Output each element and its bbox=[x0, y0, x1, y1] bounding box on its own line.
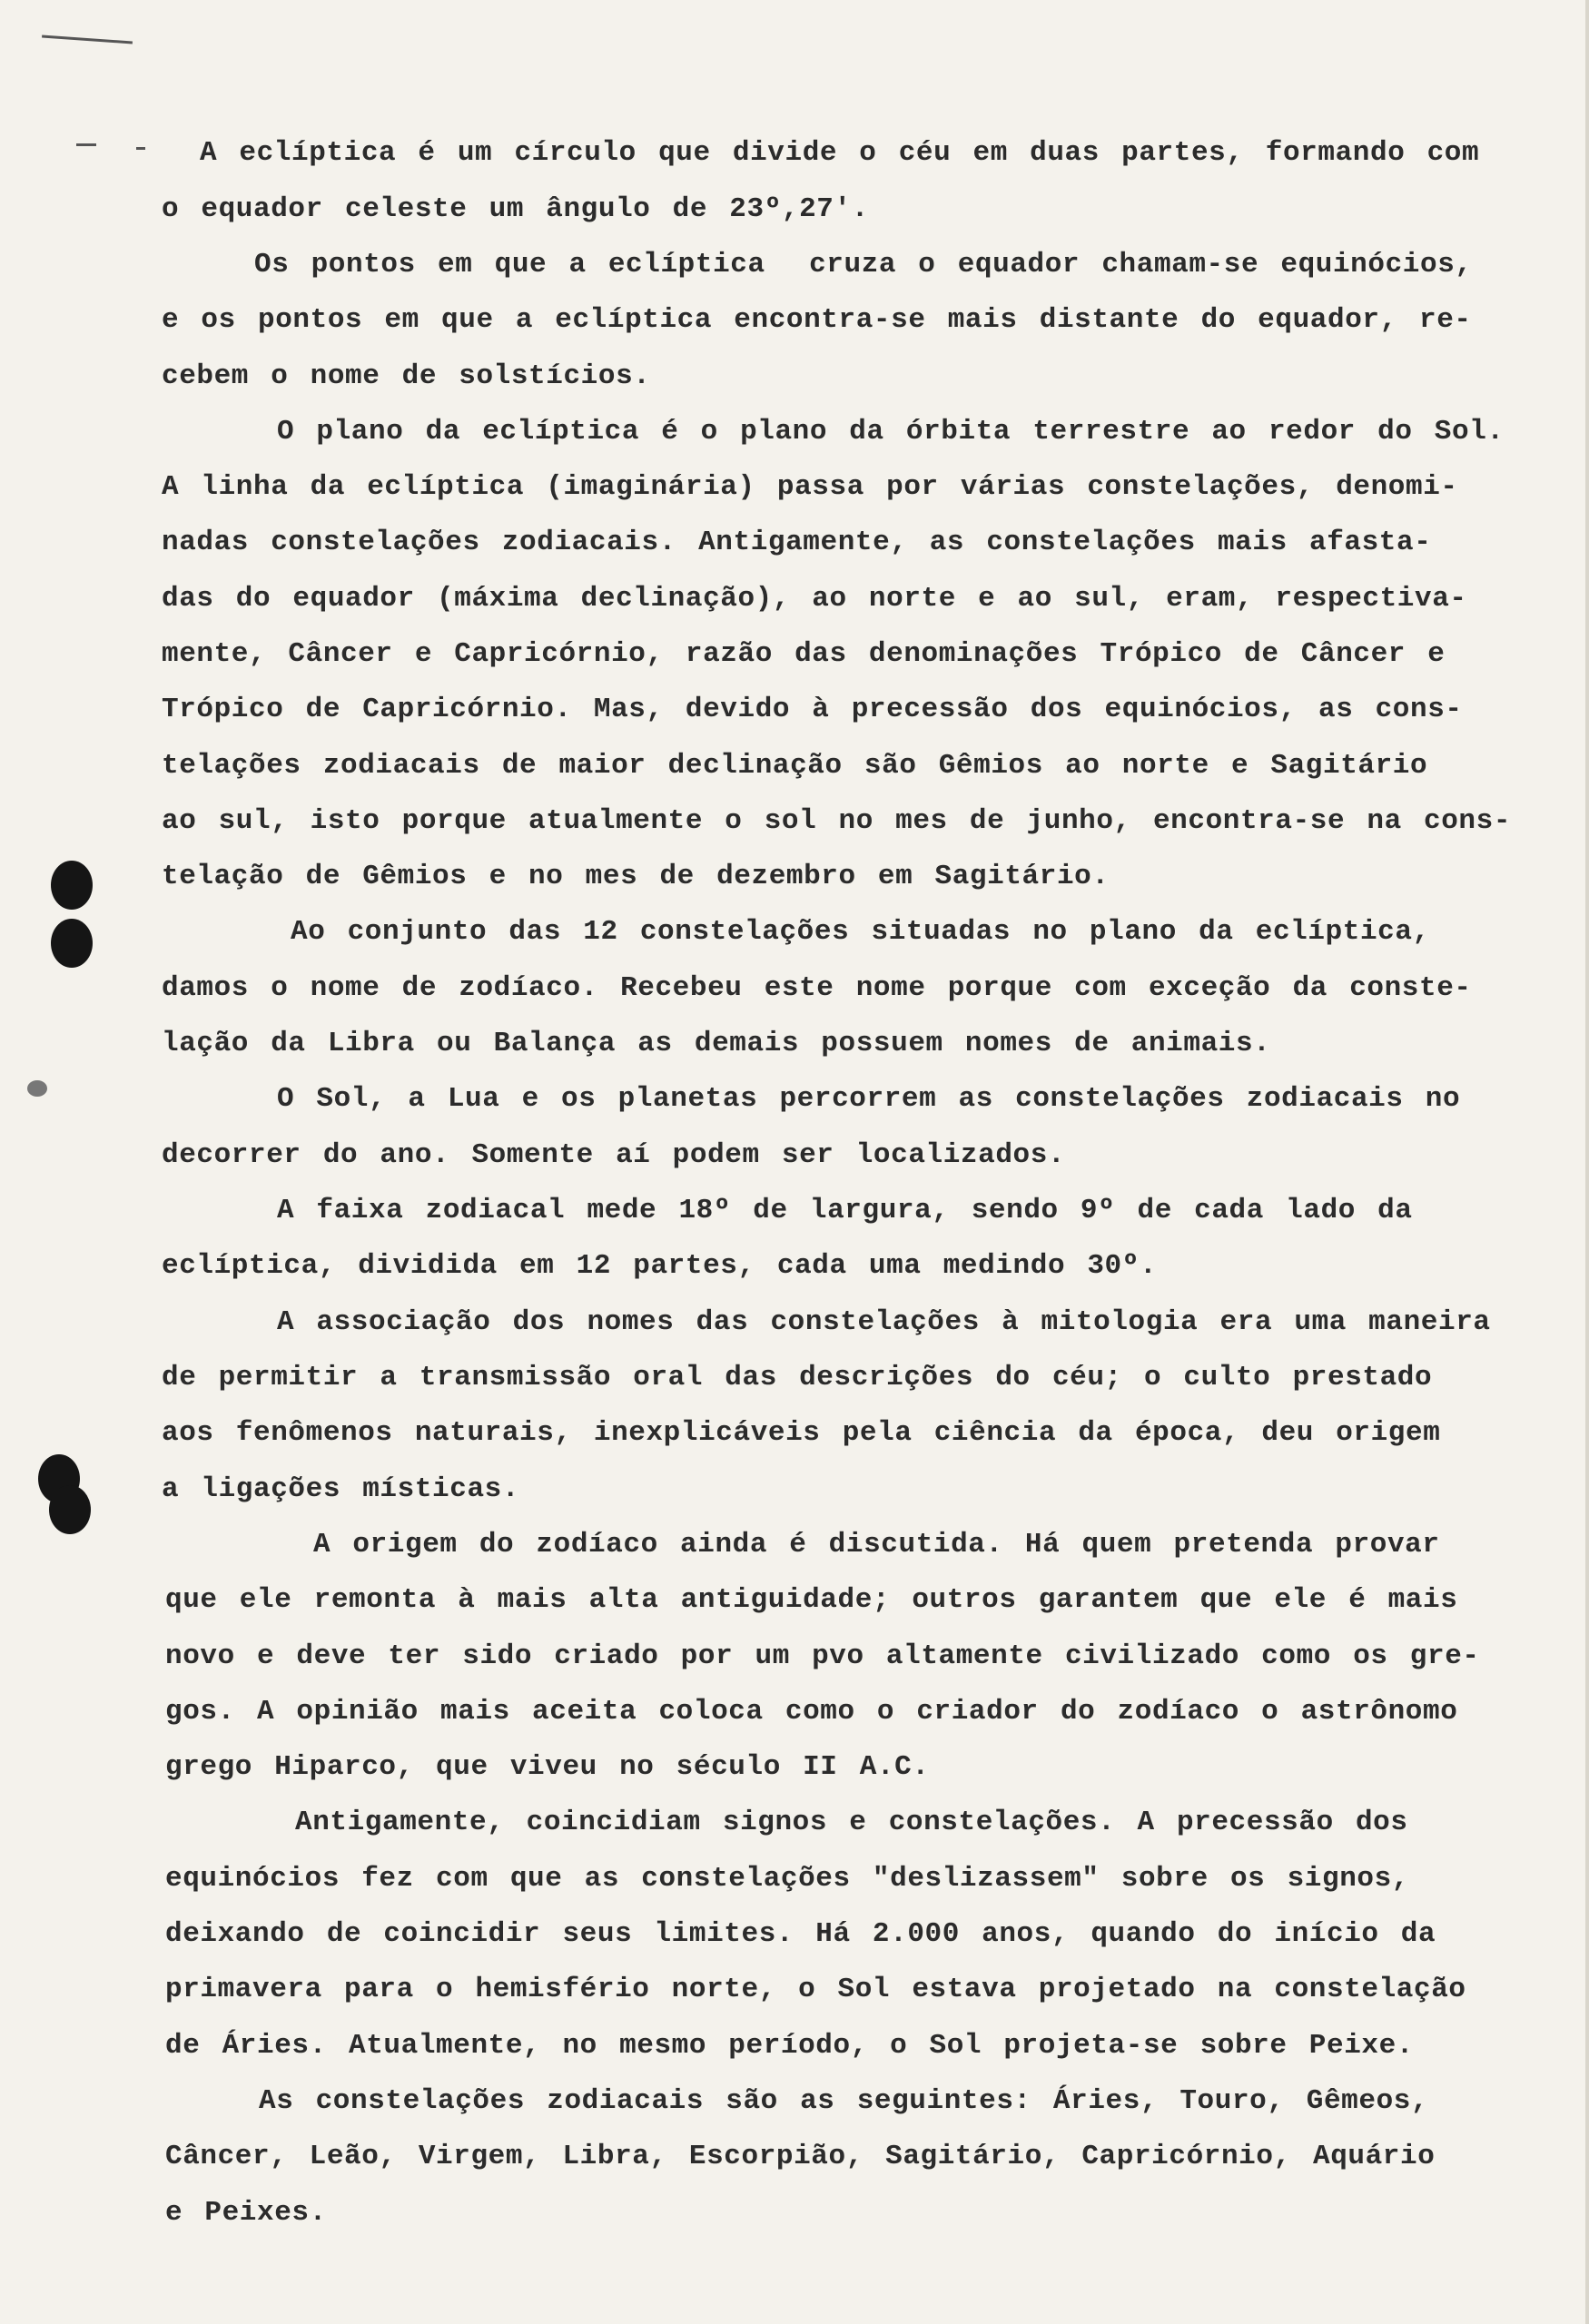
text-line: nadas constelações zodiacais. Antigamente, as constelações mais afasta- bbox=[162, 527, 1432, 558]
text-line: ao sul, isto porque atualmente o sol no mes de junho, encontra-se na cons- bbox=[162, 805, 1512, 837]
text-line: que ele remonta à mais alta antiguidade; outros garantem que ele é mais bbox=[165, 1584, 1458, 1616]
ink-smudge bbox=[27, 1080, 47, 1097]
text-line: A eclíptica é um círculo que divide o céu em duas partes, formando com bbox=[200, 137, 1480, 169]
text-line: deixando de coincidir seus limites. Há 2.000 anos, quando do início da bbox=[165, 1918, 1436, 1950]
text-line: Antigamente, coincidiam signos e constelações. A precessão dos bbox=[295, 1807, 1408, 1838]
stray-pencil-mark bbox=[42, 35, 133, 44]
text-line: grego Hiparco, que viveu no século II A.C. bbox=[165, 1751, 930, 1783]
text-line: cebem o nome de solstícios. bbox=[162, 360, 651, 392]
text-line: eclíptica, dividida em 12 partes, cada uma medindo 30º. bbox=[162, 1250, 1158, 1282]
text-line: A faixa zodiacal mede 18º de largura, sendo 9º de cada lado da bbox=[277, 1195, 1413, 1226]
text-line: damos o nome de zodíaco. Recebeu este nome porque com exceção da conste- bbox=[162, 972, 1472, 1004]
text-line: a ligações místicas. bbox=[162, 1473, 520, 1505]
text-line: novo e deve ter sido criado por um pvo altamente civilizado como os gre- bbox=[165, 1640, 1480, 1672]
text-line: equinócios fez com que as constelações "deslizassem" sobre os signos, bbox=[165, 1863, 1410, 1895]
text-line: e os pontos em que a eclíptica encontra-se mais distante do equador, re- bbox=[162, 304, 1472, 336]
text-line: de permitir a transmissão oral das descrições do céu; o culto prestado bbox=[162, 1362, 1433, 1393]
punch-hole-top-1 bbox=[51, 861, 93, 910]
text-line: lação da Libra ou Balança as demais possuem nomes de animais. bbox=[162, 1028, 1271, 1059]
punch-hole-top-2 bbox=[51, 919, 93, 968]
text-line: primavera para o hemisfério norte, o Sol estava projetado na constelação bbox=[165, 1974, 1466, 2005]
text-line: A origem do zodíaco ainda é discutida. Há quem pretenda provar bbox=[313, 1529, 1440, 1561]
text-line: mente, Câncer e Capricórnio, razão das denominações Trópico de Câncer e bbox=[162, 638, 1446, 670]
text-line: A linha da eclíptica (imaginária) passa por várias constelações, denomi- bbox=[162, 471, 1458, 503]
text-line: Os pontos em que a eclíptica cruza o equador chamam-se equinócios, bbox=[254, 249, 1473, 281]
punch-hole-bottom-2 bbox=[49, 1485, 91, 1534]
text-line: de Áries. Atualmente, no mesmo período, o Sol projeta-se sobre Peixe. bbox=[165, 2030, 1415, 2062]
text-line: Trópico de Capricórnio. Mas, devido à precessão dos equinócios, as cons- bbox=[162, 694, 1463, 725]
text-line: O plano da eclíptica é o plano da órbita terrestre ao redor do Sol. bbox=[277, 416, 1505, 448]
text-line: aos fenômenos naturais, inexplicáveis pela ciência da época, deu origem bbox=[162, 1417, 1441, 1449]
text-line: e Peixes. bbox=[165, 2197, 327, 2229]
page-edge bbox=[1585, 0, 1589, 2324]
text-line: telações zodiacais de maior declinação são Gêmios ao norte e Sagitário bbox=[162, 750, 1428, 782]
stray-dash-mark bbox=[76, 143, 96, 146]
text-line: O Sol, a Lua e os planetas percorrem as constelações zodiacais no bbox=[277, 1083, 1461, 1115]
text-line: o equador celeste um ângulo de 23º,27'. bbox=[162, 193, 869, 225]
text-line: gos. A opinião mais aceita coloca como o criador do zodíaco o astrônomo bbox=[165, 1696, 1458, 1728]
text-line: decorrer do ano. Somente aí podem ser localizados. bbox=[162, 1139, 1066, 1171]
text-line: das do equador (máxima declinação), ao norte e ao sul, eram, respectiva- bbox=[162, 583, 1467, 615]
text-line: Câncer, Leão, Virgem, Libra, Escorpião, Sagitário, Capricórnio, Aquário bbox=[165, 2141, 1436, 2172]
text-line: As constelações zodiacais são as seguintes: Áries, Touro, Gêmeos, bbox=[259, 2085, 1429, 2117]
stray-dash-mark-2 bbox=[136, 147, 145, 150]
text-line: telação de Gêmios e no mes de dezembro em Sagitário. bbox=[162, 861, 1110, 892]
text-line: Ao conjunto das 12 constelações situadas no plano da eclíptica, bbox=[291, 916, 1430, 948]
text-line: A associação dos nomes das constelações à mitologia era uma maneira bbox=[277, 1306, 1491, 1338]
